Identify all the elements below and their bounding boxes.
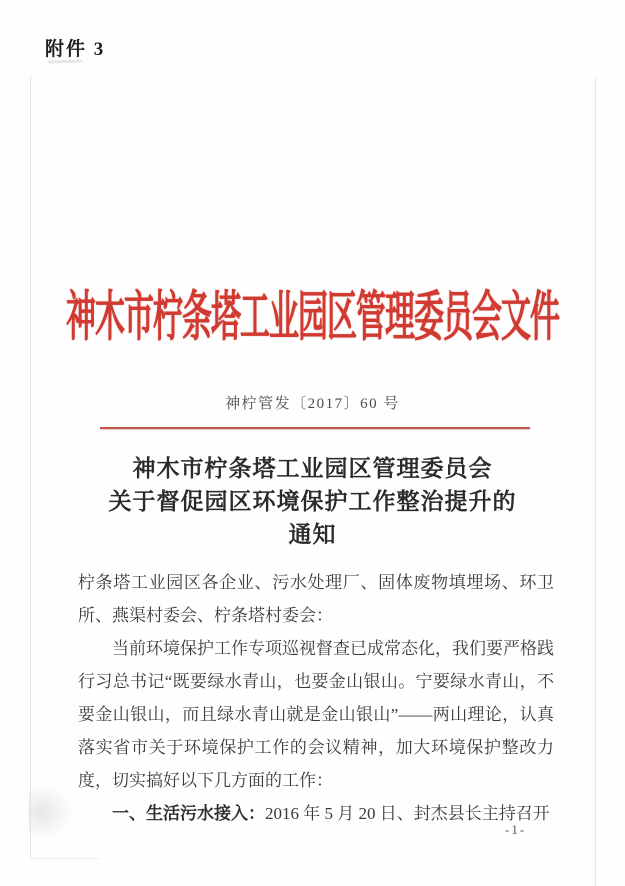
document-title-line2: 关于督促园区环境保护工作整治提升的 xyxy=(108,489,517,514)
letterhead-org-title: 神木市柠条塔工业园区管理委员会文件 xyxy=(66,288,559,348)
page-edge-bottom xyxy=(30,858,100,859)
scan-artifact-fold xyxy=(28,784,74,840)
body-item-1-text: 2016 年 5 月 20 日、封杰县长主持召开 xyxy=(265,804,550,823)
document-body xyxy=(78,566,554,830)
attachment-label: 附件 3 xyxy=(45,39,106,60)
document-title xyxy=(0,452,625,551)
doc-reference-number: 神柠管发〔2017〕60 号 xyxy=(225,396,400,412)
body-item-1 xyxy=(78,797,554,830)
document-title-line3: 通知 xyxy=(288,522,337,547)
document-title-line1: 神木市柠条塔工业园区管理委员会 xyxy=(132,456,493,481)
body-paragraph-1: 当前环境保护工作专项巡视督查已成常态化，我们要严格践行习总书记“既要绿水青山，也要金山银山。宁要绿水青山，不要金山银山，而且绿水青山就是金山银山”——两山理论，认真落实省市关于环境保护工作的会议精神，加大环境保护整改力度，切实搞好以下几方面的工作： xyxy=(78,639,554,790)
body-item-1-label: 一、生活污水接入： xyxy=(112,804,265,823)
recipients-line: 柠条塔工业园区各企业、污水处理厂、固体废物填埋场、环卫所、燕渠村委会、柠条塔村委会： xyxy=(78,573,554,625)
page-number: -1- xyxy=(505,822,527,837)
header-divider-line xyxy=(100,427,530,429)
